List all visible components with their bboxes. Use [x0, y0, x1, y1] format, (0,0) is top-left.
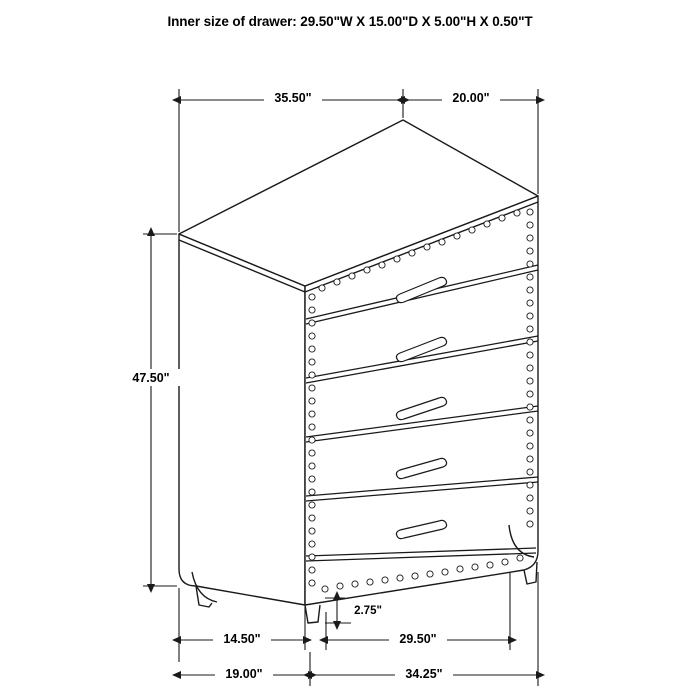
label-top-side-depth: 20.00"	[452, 91, 490, 105]
chest-left-panel	[179, 234, 305, 605]
label-overall-height: 47.50"	[132, 371, 170, 385]
furniture-drawing	[179, 120, 538, 623]
label-top-front-width: 35.50"	[274, 91, 312, 105]
label-leg-height: 2.75"	[354, 605, 382, 617]
label-base-side-left: 19.00"	[225, 667, 263, 681]
label-bottom-side-left: 14.50"	[223, 632, 261, 646]
label-base-front: 34.25"	[405, 667, 443, 681]
leg-front-center	[305, 605, 320, 623]
page-title: Inner size of drawer: 29.50"W X 15.00"D X 5.00"H X 0.50"T	[167, 14, 533, 29]
label-bottom-front: 29.50"	[399, 632, 437, 646]
